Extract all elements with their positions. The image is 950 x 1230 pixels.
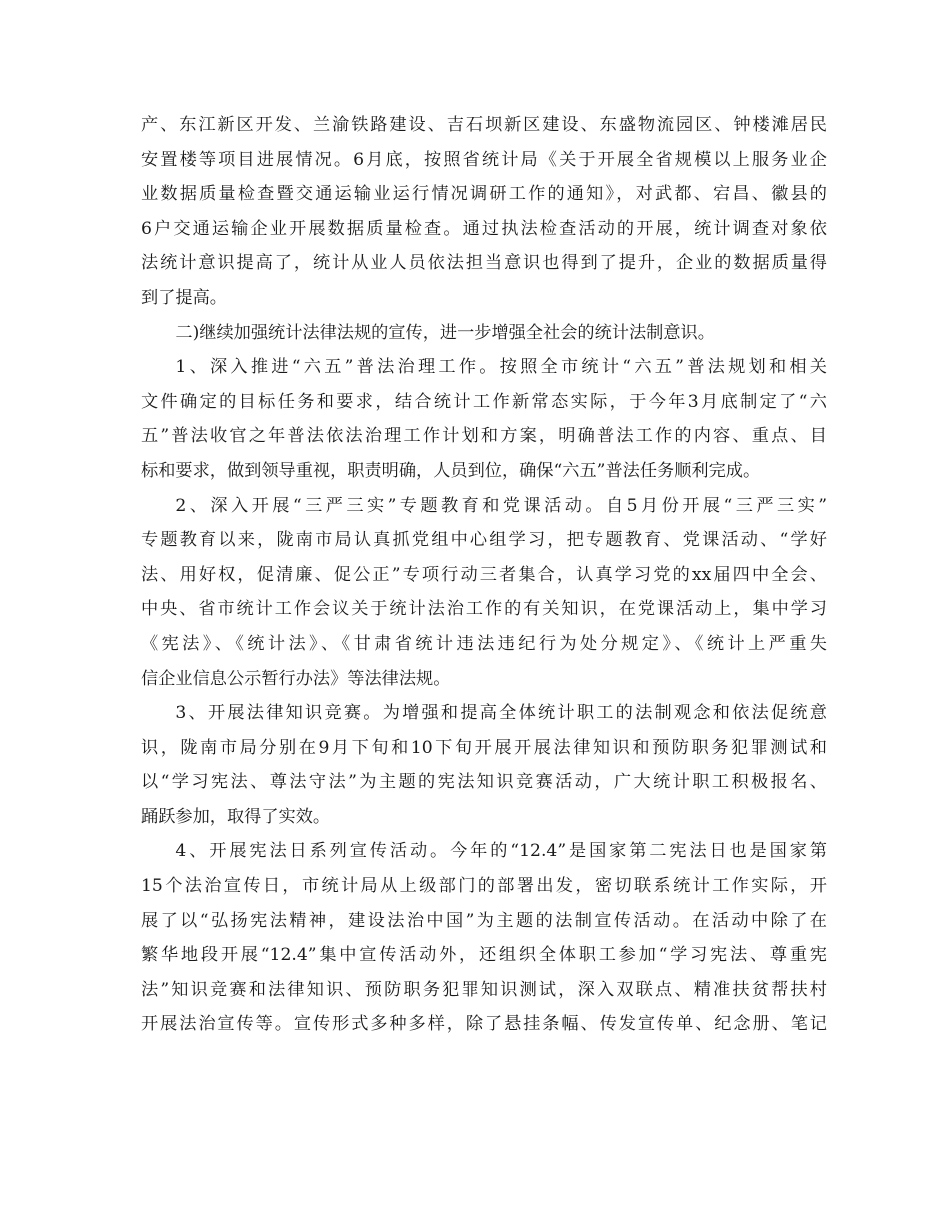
text-line: 4、开展宪法日系列宣传活动。今年的“12.4”是国家第二宪法日也是国家第 bbox=[175, 841, 827, 862]
text-line: 文件确定的目标任务和要求，结合统计工作新常态实际，于今年3月底制定了“六 bbox=[141, 391, 827, 412]
paragraph bbox=[141, 696, 827, 834]
text-line: 以“学习宪法、尊法守法”为主题的宪法知识竞赛活动，广大统计职工积极报名、 bbox=[141, 772, 827, 793]
text-line: 中央、省市统计工作会议关于统计法治工作的有关知识，在党课活动上，集中学习 bbox=[141, 599, 827, 620]
section-heading bbox=[141, 316, 827, 351]
text-line: 信企业信息公示暂行办法》等法律法规。 bbox=[141, 668, 451, 689]
document-body bbox=[141, 108, 827, 1042]
text-line: 繁华地段开展“12.4”集中宣传活动外，还组织全体职工参加“学习宪法、尊重宪 bbox=[141, 945, 827, 966]
text-line: 开展法治宣传等。宣传形式多种多样，除了悬挂条幅、传发宣传单、纪念册、笔记 bbox=[141, 1014, 827, 1035]
text-line: 五”普法收官之年普法依法治理工作计划和方案，明确普法工作的内容、重点、目 bbox=[141, 426, 827, 447]
text-line: 6户交通运输企业开展数据质量检查。通过执法检查活动的开展，统计调查对象依 bbox=[141, 218, 827, 239]
text-line: 3、开展法律知识竞赛。为增强和提高全体统计职工的法制观念和依法促统意 bbox=[175, 703, 827, 724]
text-line: 识，陇南市局分别在9月下旬和10下旬开展开展法律知识和预防职务犯罪测试和 bbox=[141, 737, 827, 758]
text-line: 15个法治宣传日，市统计局从上级部门的部署出发，密切联系统计工作实际，开 bbox=[141, 876, 827, 897]
text-line: 产、东江新区开发、兰渝铁路建设、吉石坝新区建设、东盛物流园区、钟楼滩居民 bbox=[141, 115, 827, 135]
text-line: 二)继续加强统计法律法规的宣传，进一步增强全社会的统计法制意识。 bbox=[175, 322, 715, 343]
text-line: 1、深入推进“六五”普法治理工作。按照全市统计“六五”普法规划和相关 bbox=[175, 357, 827, 378]
text-line: 到了提高。 bbox=[141, 287, 227, 308]
paragraph bbox=[141, 834, 827, 1042]
text-line: 法统计意识提高了，统计从业人员依法担当意识也得到了提升，企业的数据质量得 bbox=[141, 253, 827, 274]
text-line: 标和要求，做到领导重视，职责明确，人员到位，确保“六五”普法任务顺利完成。 bbox=[141, 460, 761, 481]
paragraph bbox=[141, 108, 827, 316]
text-line: 法”知识竞赛和法律知识、预防职务犯罪知识测试，深入双联点、精准扶贫帮扶村 bbox=[141, 979, 827, 1000]
paragraph bbox=[141, 489, 827, 697]
text-line: 《宪法》、《统计法》、《甘肃省统计违法违纪行为处分规定》、《统计上严重失 bbox=[141, 633, 827, 654]
text-line: 业数据质量检查暨交通运输业运行情况调研工作的通知》，对武都、宕昌、徽县的 bbox=[141, 184, 827, 205]
text-line: 2、深入开展“三严三实”专题教育和党课活动。自5月份开展“三严三实” bbox=[175, 495, 827, 516]
paragraph bbox=[141, 350, 827, 488]
text-line: 展了以“弘扬宪法精神，建设法治中国”为主题的法制宣传活动。在活动中除了在 bbox=[141, 910, 827, 931]
text-line: 专题教育以来，陇南市局认真抓党组中心组学习，把专题教育、党课活动、“学好 bbox=[141, 530, 827, 551]
text-line: 安置楼等项目进展情况。6月底，按照省统计局《关于开展全省规模以上服务业企 bbox=[141, 149, 827, 170]
text-line: 法、用好权，促清廉、促公正”专项行动三者集合，认真学习党的xx届四中全会、 bbox=[141, 564, 827, 585]
text-line: 踊跃参加，取得了实效。 bbox=[141, 806, 331, 827]
